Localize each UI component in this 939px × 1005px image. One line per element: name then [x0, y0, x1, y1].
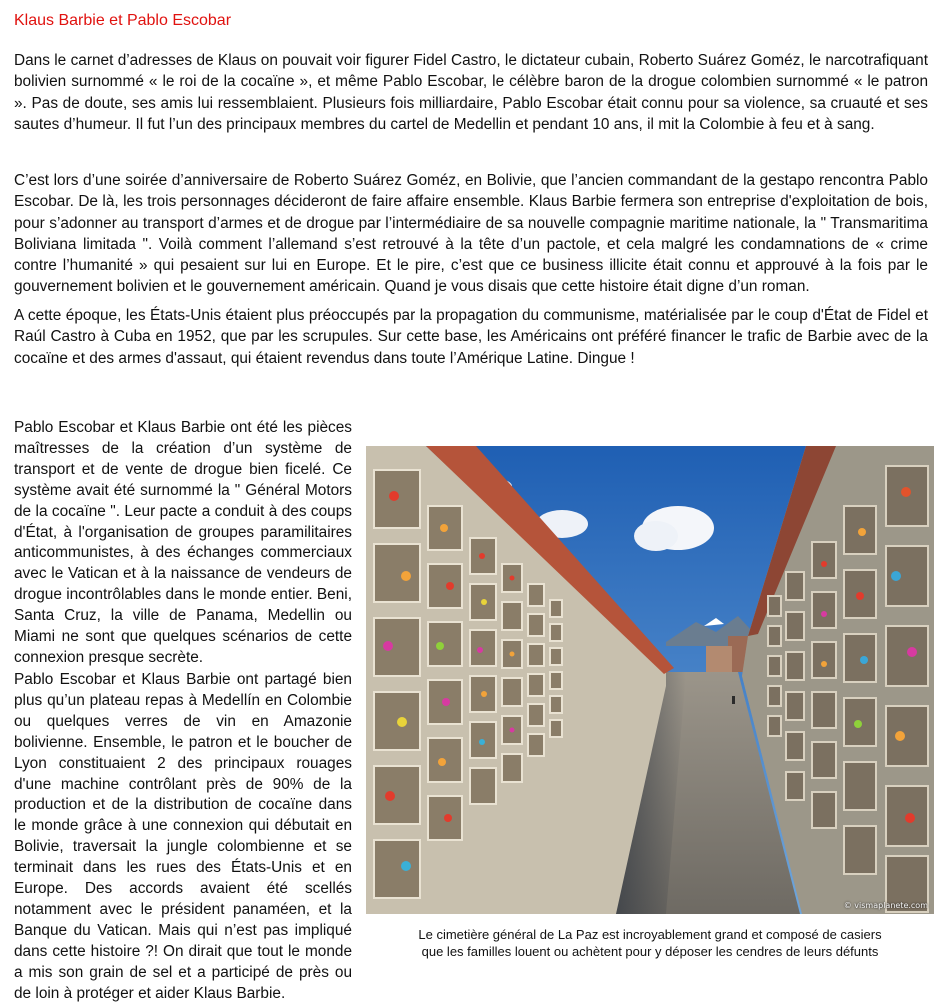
cemetery-photo [366, 446, 934, 914]
left-column-paragraph-1: Pablo Escobar et Klaus Barbie ont été les pièces maîtresses de la création d’un système de transport et de vente de drogue bien ficelé. Ce système avait été surnommé la " Général Motors de la cocaïne ". Leur pacte a conduit à des coups d'État, à l'organisation de groupes paramilitaires anticommunistes, à des échanges commerciaux avec le Vatican et à la naissance de vendeurs de drogue incontrôlables dans le monde entier. Beni, Santa Cruz, la ville de Panama, Medellin ou Miami ne sont que quelques scénarios de cette connexion presque secrète. [14, 419, 352, 666]
cemetery-illustration [366, 446, 934, 914]
photo-caption-line-1: Le cimetière général de La Paz est incroyablement grand et composé de casiers [418, 927, 882, 942]
article-title: Klaus Barbie et Pablo Escobar [14, 12, 232, 29]
paragraph-3: A cette époque, les États-Unis étaient plus préoccupés par la propagation du communisme, matérialisée par le coup d'État de Fidel et Raúl Castro à Cuba en 1952, que par les scrupules. Sur cette base, les Américains ont préféré financer le trafic de Barbie avec de la cocaïne et des armes d'assaut, qui étaient revendus dans toute l’Amérique Latine. Dingue ! [14, 307, 928, 367]
photo-caption [366, 926, 934, 960]
paragraph-2: C’est lors d’une soirée d’anniversaire de Roberto Suárez Goméz, en Bolivie, que l’ancien commandant de la gestapo rencontra Pablo Escobar. De là, les trois personnages décideront de faire affaire ensemble. Klaus Barbie fermera son entreprise d'exploitation de bois, pour s’adonner au transport d’armes et de drogue par l’intermédiaire de sa nouvelle compagnie maritime nationale, la " Transmaritima Boliviana limitada ". Voilà comment l’allemand s’est retrouvé à la tête d’un pactole, et cela malgré les condamnations de « crime contre l’humanité » qui pesaient sur lui en Europe. Et le pire, c’est que ce business illicite était connu et approuvé à la fois par le gouvernement bolivien et le gouvernement américain. Quand je vous disais que cette histoire était digne d’un roman. [14, 172, 928, 296]
photo-watermark: © vismaplanete.com [843, 901, 928, 910]
paragraph-1: Dans le carnet d’adresses de Klaus on pouvait voir figurer Fidel Castro, le dictateur cubain, Roberto Suárez Goméz, le narcotrafiquant bolivien surnommé « le roi de la cocaïne », et même Pablo Escobar, le célèbre baron de la drogue colombien surnommé « le patron ». Pas de doute, ses amis lui ressemblaient. Plusieurs fois milliardaire, Pablo Escobar était connu pour sa violence, sa cruauté et ses sautes d’humeur. Il fut l’un des principaux membres du cartel de Medellin et pendant 10 ans, il mit la Colombie à feu et à sang. [14, 52, 928, 133]
left-column-paragraph-2: Pablo Escobar et Klaus Barbie ont partagé bien plus qu’un plateau repas à Medellín en Colombie ou quelques verres de vin en Amazonie bolivienne. Ensemble, le patron et le boucher de Lyon constituaient 2 des principaux rouages d'une machine contrôlant près de 90% de la production et de la distribution de cocaïne dans le monde grâce à une connexion qui débutait en Bolivie, traversait la jungle colombienne et se terminait dans les rues des États-Unis et en Europe. Des accords avaient été scellés notamment avec le président panaméen, et la Banque du Vatican. Mais qui n’est pas impliqué dans cette histoire ?! On dirait que tout le monde a mis son grain de sel et a participé de près ou de loin à protéger et aider Klaus Barbie. [14, 671, 352, 1002]
photo-caption-line-2: que les familles louent ou achètent pour y déposer les cendres de leurs défunts [421, 944, 879, 959]
